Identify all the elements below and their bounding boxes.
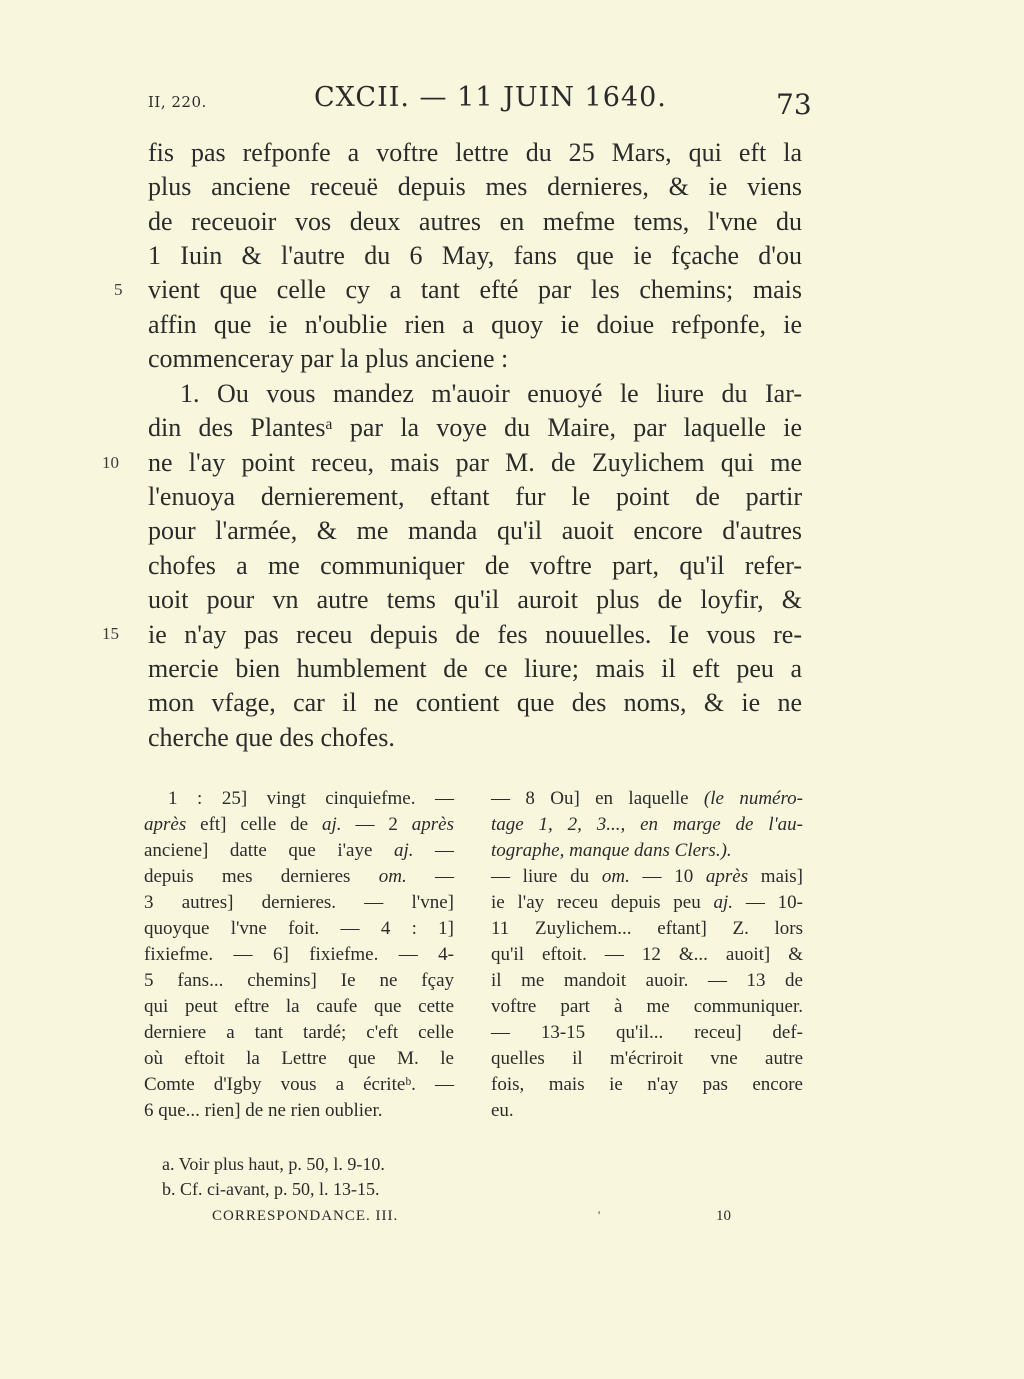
main-text-line: mercie bien humblement de ce liure; mais il eft peu a xyxy=(148,654,802,683)
apparatus-line: anciene] datte que i'aye aj. — xyxy=(144,840,455,861)
apparatus-line: 3 autres] dernieres. — l'vne] xyxy=(144,892,454,913)
apparatus-line: — 13-15 qu'il... receu] def- xyxy=(491,1022,803,1043)
main-text-line: ie n'ay pas receu depuis de fes nouuelles. Ie vous re- xyxy=(148,620,802,649)
main-text-line: pour l'armée, & me manda qu'il auoit encore d'autres xyxy=(148,516,802,545)
main-text-line: fis pas refponfe a voftre lettre du 25 Mars, qui eft la xyxy=(148,138,802,167)
apparatus-line: fois, mais ie n'ay pas encore xyxy=(491,1074,803,1095)
apparatus-line: il me mandoit auoir. — 13 de xyxy=(491,970,803,991)
footnote: a. Voir plus haut, p. 50, l. 9-10. xyxy=(162,1154,385,1174)
apparatus-line: où eftoit la Lettre que M. le xyxy=(144,1048,454,1069)
line-number: 10 xyxy=(102,453,119,472)
main-text-line: 1. Ou vous mandez m'auoir enuoyé le liure du Iar- xyxy=(180,379,802,408)
apparatus-line: depuis mes dernieres om. — xyxy=(144,866,454,887)
main-text-line: de receuoir vos deux autres en mefme tems, l'vne du xyxy=(148,207,802,236)
apparatus-line: fixiefme. — 6] fixiefme. — 4- xyxy=(144,944,454,965)
apparatus-line: 11 Zuylichem... eftant] Z. lors xyxy=(491,918,803,939)
main-text-line: plus anciene receuë depuis mes dernieres, & ie viens xyxy=(148,172,802,201)
apparatus-line: — 8 Ou] en laquelle (le numéro- xyxy=(491,788,803,809)
main-text-line: ne l'ay point receu, mais par M. de Zuylichem qui me xyxy=(148,448,802,477)
footer-mark: ' xyxy=(598,1208,601,1222)
main-text-line: commenceray par la plus anciene : xyxy=(148,344,509,373)
main-text-line: uoit pour vn autre tems qu'il auroit plus de loyfir, & xyxy=(148,585,802,614)
page-number: 73 xyxy=(776,88,812,121)
apparatus-line: — liure du om. — 10 après mais] xyxy=(491,866,803,887)
apparatus-line: Comte d'Igby vous a écriteᵇ. — xyxy=(144,1074,454,1095)
apparatus-line: après eft] celle de aj. — 2 après xyxy=(144,814,454,835)
volume-reference: II, 220. xyxy=(148,93,207,111)
main-text-line: chofes a me communiquer de voftre part, qu'il refer- xyxy=(148,551,802,580)
line-number: 5 xyxy=(114,280,123,299)
footnote: b. Cf. ci-avant, p. 50, l. 13-15. xyxy=(162,1179,380,1199)
main-text-line: mon vfage, car il ne contient que des noms, & ie ne xyxy=(148,688,802,717)
main-text-line: affin que ie n'oublie rien a quoy ie doiue refponfe, ie xyxy=(148,310,802,339)
apparatus-line: quoyque l'vne foit. — 4 : 1] xyxy=(144,918,454,939)
apparatus-line: tographe, manque dans Clers.). xyxy=(491,840,732,861)
apparatus-line: qui peut eftre la caufe que cette xyxy=(144,996,454,1017)
apparatus-line: eu. xyxy=(491,1100,514,1121)
apparatus-line: 5 fans... chemins] Ie ne fçay xyxy=(144,970,454,991)
main-text-line: 1 Iuin & l'autre du 6 May, fans que ie fçache d'ou xyxy=(148,241,802,270)
signature-mark: CORRESPONDANCE. III. xyxy=(212,1208,399,1224)
main-text-line: din des Plantesᵃ par la voye du Maire, par laquelle ie xyxy=(148,413,802,442)
main-text-line: cherche que des chofes. xyxy=(148,723,395,752)
letter-heading: CXCII. — 11 JUIN 1640. xyxy=(314,82,667,113)
apparatus-line: 6 que... rien] de ne rien oublier. xyxy=(144,1100,383,1121)
gathering-number: 10 xyxy=(716,1208,731,1224)
apparatus-line: ie l'ay receu depuis peu aj. — 10- xyxy=(491,892,803,913)
apparatus-line: voftre part à me communiquer. xyxy=(491,996,803,1017)
apparatus-line: quelles il m'écriroit vne autre xyxy=(491,1048,803,1069)
apparatus-line: tage 1, 2, 3..., en marge de l'au- xyxy=(491,814,803,835)
apparatus-line: qu'il eftoit. — 12 &... auoit] & xyxy=(491,944,803,965)
apparatus-line: derniere a tant tardé; c'eft celle xyxy=(144,1022,454,1043)
apparatus-line: 1 : 25] vingt cinquiefme. — xyxy=(168,788,454,809)
main-text-line: l'enuoya dernierement, eftant fur le point de partir xyxy=(148,482,802,511)
main-text-line: vient que celle cy a tant efté par les chemins; mais xyxy=(148,275,802,304)
line-number: 15 xyxy=(102,624,119,643)
